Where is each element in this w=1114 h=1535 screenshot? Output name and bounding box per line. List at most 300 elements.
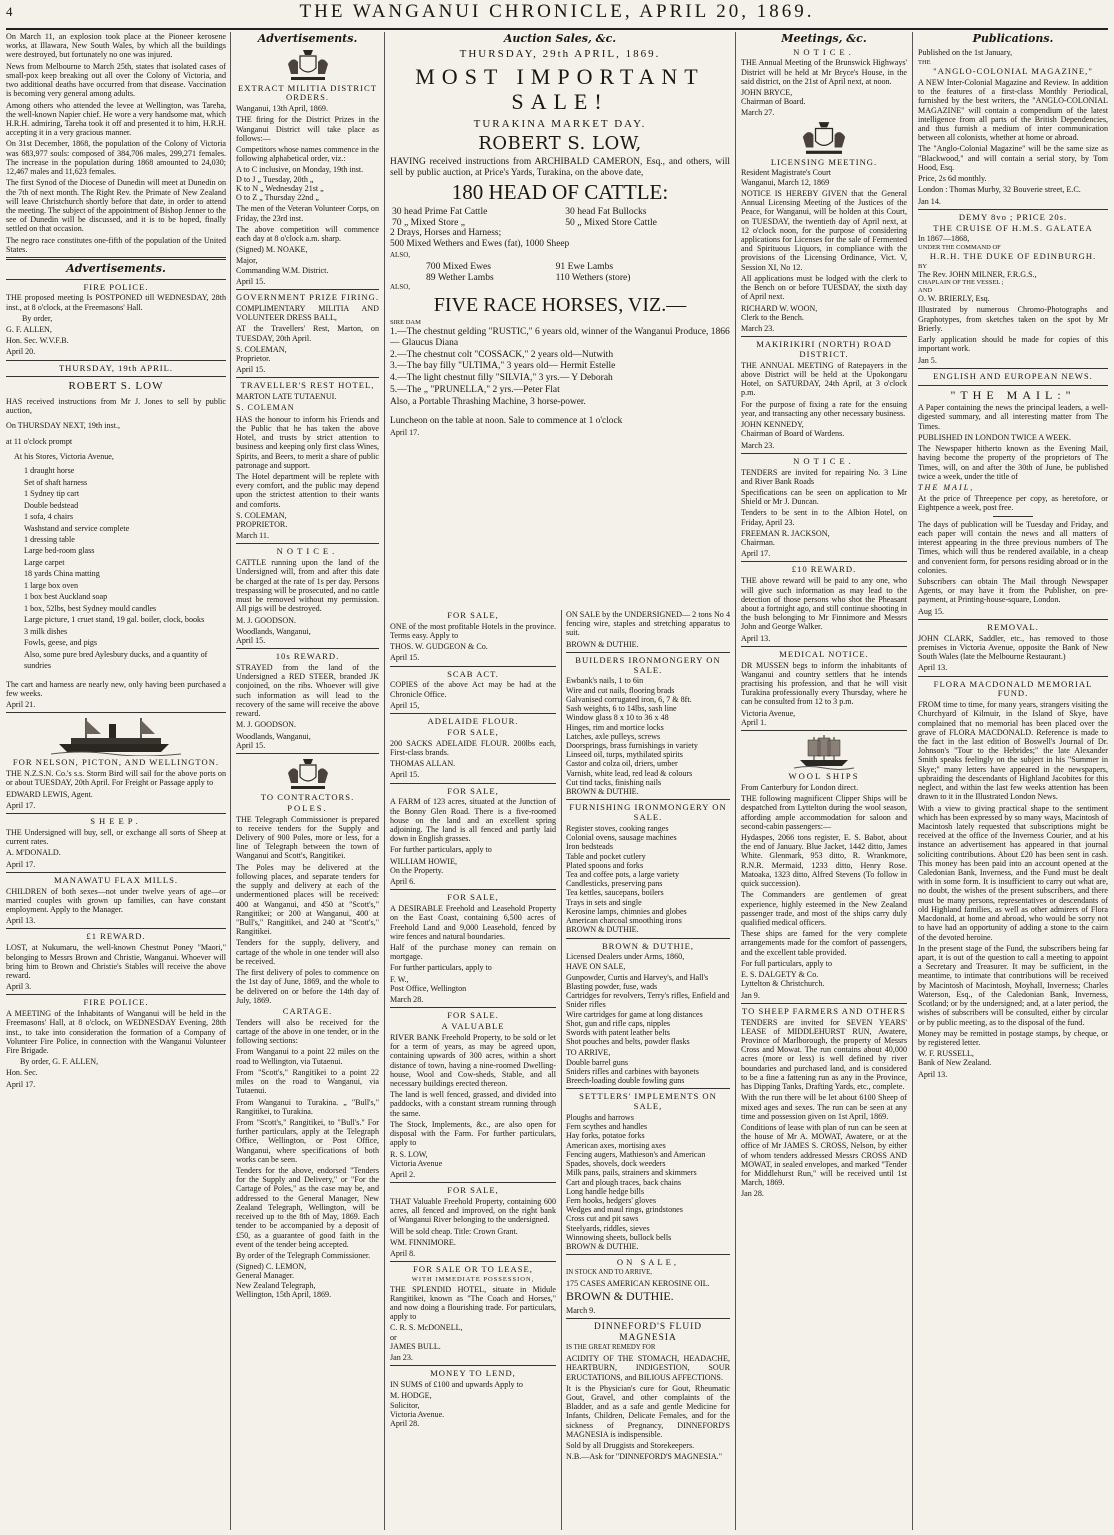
divider [390,1007,556,1008]
horses-heading: FIVE RACE HORSES, VIZ.— [433,293,687,316]
list-item: Sniders rifles and carbines with bayonets [566,1066,699,1076]
section-heading: Publications. [972,32,1054,45]
divider [390,1365,556,1366]
ad-body: Tenders will also be received for the cartage of the above in one tender, or in the following sections: [236,1017,379,1046]
ad-body: LOST, at Nukumaru, the well-known Chestnut Poney "Maori," belonging to Messrs Brown and Christie, Wanganui. Whoever will bring him to Brown and Christie's Stables will receive the above reward. [6,943,226,980]
item-list [566,973,730,1047]
list-item: Hinges, rim and mortice locks [566,722,664,732]
ad-subtitle: H.R.H. THE DUKE OF EDINBURGH. [929,251,1097,262]
ad-signature: W. F. RUSSELL, [918,1049,974,1059]
list-item: Sash weights, 6 to 14lbs, sash line [566,704,677,714]
divider [6,928,226,929]
ad-title: EXTRACT MILITIA DISTRICT ORDERS. [238,82,377,103]
ad-date: April 1. [741,717,767,727]
list-item: Table and pocket cutlery [566,851,646,861]
ad-date: March 27. [741,108,775,118]
ad-signature: JOHN KENNEDY, [741,420,804,430]
list-item: 1 box, 52lbs, best Sydney mould candles [24,603,157,613]
ad-body: THE N.Z.S.N. Co.'s s.s. Storm Bird will sail for the above ports on or about TUESDAY, 20th April. For Freight or Passage apply to [6,769,226,788]
ad-signature: M. J. GOODSON. [236,615,297,625]
divider [6,376,226,377]
ad-body: The Newspaper hitherto known as the Evening Mail, having become the property of the proprietors of The Times, will, on and after the 30th of June, be published twice a week, under the title of [918,444,1108,481]
ad-body: It is the Physician's cure for Gout, Rheumatic Gout, Gravel, and other complaints of the Bladder, and as a safe and gentle Medicine for Infants, Children, Delicate Females, and for the sickness of Pregnancy, DINNEFORD'S MAGNESIA is indispensible. [566,1383,730,1439]
ad-body: Half of the purchase money can remain on mortgage. [390,943,556,962]
ad-signature: By order, G. F. ALLEN, [20,1057,99,1067]
list-item: Fencing augers, Mathieson's and American [566,1149,706,1159]
list-item: Set of shaft harness [24,477,88,487]
ad-subtitle: THE [918,58,931,66]
ad-title: ON SALE, [616,1257,680,1268]
ad-title: SCAB ACT. [447,668,499,679]
list-item: Linseed oil, turps, mythilated spirits [566,750,683,760]
ad-date: April 15. [236,636,266,646]
list-item: Winnowing sheets, bullock bells [566,1232,672,1242]
ad-body: HAS received instructions from Mr J. Jones to sell by public auction, [6,397,226,416]
ad-title: THE MAIL, [918,483,975,492]
divider [918,676,1108,677]
ad-body: IN SUMS of £100 and upwards Apply to [390,1380,523,1390]
ad-body: HAS the honour to inform his Friends and the Public that he has taken the above Hotel, and trusts by strict attention to business and keeping only first class Wines, Spirits, and Beers, to merit a share of public patronage and support. [236,414,379,470]
divider [390,783,556,784]
ad-subtitle: CARTAGE. [282,1005,333,1016]
table-cell: 700 Mixed Ewes [426,260,492,272]
ad-dateline: Resident Magistrate's Court [741,168,832,178]
ad-body: The first delivery of poles to commence on the 1st day of June, 1869, and the whole to be delivered on or before the 14th day of July, 1869. [236,968,379,1005]
ad-subtitle: A VALUABLE [441,1021,505,1032]
table-cell: 89 Wether Lambs [426,271,494,283]
section-heading: Advertisements. [257,32,358,45]
ad-signature: EDWARD LEWIS, Agent. [6,789,93,799]
steamship-icon [51,716,181,756]
ad-body: A NEW Inter-Colonial Magazine and Review. In addition to the features of a first-class Monthly Periodical, furnished by the best writers, the "ANGLO-COLONIAL MAGAZINE" will contain a compendium of the latest intelligence from all parts of the British Dependencies, and thus furnish a medium of inter communication between all colonists, whether at home or abroad. [918,77,1108,143]
ad-role: Solicitor, [390,1400,420,1410]
ad-title: SETTLERS' IMPLEMENTS ON SALE, [579,1091,717,1112]
divider [918,619,1108,620]
list-item: Galvanised corrugated iron, 6, 7 & 8ft. [566,694,692,704]
ad-body: THE Annual Meeting of the Brunswick Highways' District will be held at Mr Bryce's House, in the said district, on the 21st of April next, at noon. [741,58,907,86]
divider [236,377,379,378]
ad-body: CATTLE running upon the land of the Undersigned will, from and after this date be charged at the rate of 1s per day. Persons trespassing will be prosecuted, and no cattle must be removed without my permission. All pigs will be destroyed. [236,558,379,614]
ad-date: April 21. [6,700,36,710]
ad-signature: S. COLEMAN, [236,344,287,354]
list-item: Blasting powder, fuse, wads [566,981,658,991]
divider [741,1003,907,1004]
ad-signature: BROWN & DUTHIE. [566,925,639,935]
item-list [566,676,730,787]
item-list [566,1058,730,1086]
schedule-row: O to Z „ Thursday 22nd „ [236,193,320,203]
ad-conjunction: or [390,1332,397,1342]
ad-byline: By order, [22,313,53,323]
stock-table [390,207,730,229]
column-label: SIRE DAM [390,318,421,326]
ad-signature: The Rev. JOHN MILNER, F.R.G.S., [918,270,1037,280]
sailing-ship-icon [794,734,854,770]
ad-place: Victoria Avenue, [741,708,796,718]
lot-item: 3.—The bay filly "ULTIMA," 3 years old— Hermit Estelle [390,361,616,372]
auctioneer-name: ROBERT S. LOW, [478,132,642,154]
list-item: Cart and plough traces, back chains [566,1177,682,1187]
ad-date: Jan 14. [918,196,941,206]
ad-title: "THE MAIL:" [950,387,1076,402]
divider [918,368,1108,369]
ad-body: On THURSDAY NEXT, 19th inst., [6,421,120,431]
list-item: Latches, axle pulleys, screws [566,731,661,741]
divider [566,799,730,800]
ad-signature: A. M'DONALD. [6,848,61,858]
list-item: Cartridges for revolvers, Terry's rifles, Enfield and Snider rifles [566,991,730,1010]
ad-body: From "Scott's," Rangitikei to a point 22 miles on the road to Wanganui, via Tutaenui. [236,1067,379,1096]
ad-subtitle: WITH IMMEDIATE POSSESSION, [411,1276,535,1284]
ad-subtitle: COMPLIMENTARY MILITIA AND VOLUNTEER DRESS BALL, [236,303,379,323]
ad-title: 10s REWARD. [275,651,340,662]
ad-date: Aug 15. [918,606,945,616]
news-item: News from Melbourne to March 25th, states that isolated cases of small-pox keep breaking out all over the Colony of Victoria, and two additional deaths have occurred from that disease. Vaccination is becoming very general among adults. [6,61,226,99]
sale-headline: MOST IMPORTANT SALE! [415,64,705,115]
ad-body: For further particulars, apply to [390,963,492,973]
auctioneer-name: ROBERT S. LOW [68,380,164,393]
auction-item-list [6,465,226,672]
ad-body: ONE of the most profitable Hotels in the province. Terms easy. Apply to [390,621,556,641]
royal-arms-icon [799,120,849,156]
list-item: Castor and colza oil, driers, umber [566,759,678,769]
ad-body: Specifications can be seen on application to Mr Shield or Mr J. Duncan. [741,487,907,507]
list-item: Tea and coffee pots, a large variety [566,870,680,879]
ad-signature: BROWN & DUTHIE. [566,1289,674,1304]
ad-body: In the present stage of the Fund, the subscribers being far apart, it is out of the question to call a meeting to appoint a Secretary and Treasurer. It may be sufficient, in the meantime, to intimate that contributions will be received by Macintosh of Macintosh, Moyhall, Inverness; Charles Waterson, Esq., of the Caledonian Bank, Inverness, Scotland; or by the undersigned; and, at a later period, the wishes of subscribers will be consulted, either by circular or by public meeting, as to the disposal of the fund. [918,943,1108,1027]
ad-signature: THOS. W. GUDGEON & Co. [390,642,488,652]
list-item: Fern hooks, hedgers' gloves [566,1195,657,1205]
column-5 [741,32,907,1530]
table-cell: 91 Ewe Lambs [555,260,614,272]
list-item: Shot, gun and rifle caps, nipples [566,1018,671,1028]
divider [741,453,907,454]
ad-date: April 15. [390,653,420,663]
ad-body: Illustrated by numerous Chromo-Photographs and Graphotypes, from sketches taken on the spot by Mr Brierly. [918,305,1108,333]
ad-body: THE ANNUAL MEETING of Ratepayers in the above District will be held at the Upokongaru Hotel, on SATURDAY, 24th April, at 3 o'clock p.m. [741,360,907,398]
lot-item: 2.—The chestnut colt "COSSACK," 2 years old—Nutwith [390,349,614,360]
ad-body: 175 CASES AMERICAN KEROSINE OIL. [566,1278,710,1288]
column-2 [236,32,379,1530]
ad-body: With a view to giving practical shape to the sentiment which has been expressed by so many ways, Macintosh of Macintosh lately requested that subscriptions might be received at the office of the Inverness Courier, and at his instance an advertisement has appeared in that journal soliciting contributions. About £20 has been sent in cash. This money has been paid into an account opened at the Caledonian Bank, Inverness, and the Fund must be dealt with in some form. It is insufficient to carry out what are, no doubt, the wishes of the present subscribers, and there must be many persons, representatives or descendants of old Highland families, as well as other admirers of Flora Macdonald, at home and abroad, who would be sorry not to have had an opportunity of adding a stone to the cairn of the devoted heroine. [918,803,1108,942]
ad-date: March 23. [741,323,775,333]
table-cell: 30 head Prime Fat Cattle [392,205,488,217]
ad-body: The above competition will commence each day at 8 o'clock a.m. sharp. [236,224,379,243]
column-1 [6,32,226,1530]
ad-title: WOOL SHIPS [788,771,860,782]
news-item: Among others who attended the levee at Wellington, was Tareha, the well-known Napier chief. He wore a very handsome mat, which H.R.H. admiring, Tareha took it off and presented it to him, H.R.H. accepting it in a very gracious manner. [6,100,226,138]
ad-title: MONEY TO LEND, [430,1368,516,1379]
ad-date: Jan 28. [741,1189,764,1199]
list-item: Window glass 8 x 10 to 36 x 48 [566,713,669,723]
list-item: 1 draught horse [24,466,75,476]
ad-date: April 15, [390,700,420,710]
column-rule [735,32,736,1530]
ad-title: FOR SALE, [447,785,499,796]
ad-date: April 17. [390,428,420,438]
ad-body: Luncheon on the table at noon. Sale to commence at 1 o'clock [390,415,623,426]
ad-signature: RICHARD W. WOON, [741,303,818,313]
ad-title: TO CONTRACTORS. [260,792,355,802]
masthead: THE WANGANUI CHRONICLE, APRIL 20, 1869. [299,1,815,22]
ad-body: DR MUSSEN begs to inform the inhabitants of Wanganui and country settlers that he intends practising his profession, and that he will visit Turakina professionally every Thursday, where he can be consulted from 12 to 3 p.m. [741,660,907,707]
royal-arms-icon [285,757,331,791]
divider [390,1261,556,1262]
ad-date: April 3. [6,982,32,992]
column-rule [230,32,231,1530]
divider [566,938,730,939]
ad-body: RIVER BANK Freehold Property, to be sold or let for a term of years, as may be agreed upon, containing upwards of 300 acres, within a short distance of town, having a nine-roomed Dwelling-house, Wool and Cow-sheds, Stable, and all necessary buildings erected thereon. [390,1032,556,1089]
ad-date: April 17. [6,800,36,810]
ad-title: MAKIRIKIRI (NORTH) ROAD DISTRICT. [756,339,892,359]
ad-date: April 17. [6,1079,36,1089]
list-item: Hay forks, potatoe forks [566,1131,645,1141]
ad-title: FIRE POLICE. [83,997,149,1008]
ad-divider-label: ALSO, [390,250,411,259]
section-heading: Advertisements. [66,262,166,276]
ad-body: The Hotel department will be replete with every comfort, and the public may depend upon the strictest attention to their wants and comforts. [236,471,379,509]
ad-body: Hydaspes, 2066 tons register, E. S. Babot, about the end of January. Blue Jacket, 1442 ditto, James White. Glenmark, 953 ditto, R. Wrankmore, R.N.R. Mermaid, 1233 ditto, Henry Rose. Matoaka, 1323 ditto, Alfred Stevens (To follow in quick succession). [741,833,907,889]
list-item: Swords with patent leather belts [566,1028,670,1038]
ad-signature: BROWN & DUTHIE. [566,787,639,797]
ad-title: FOR SALE, [447,1185,499,1196]
ad-title: BUILDERS IRONMONGERY ON SALE. [575,654,721,675]
list-item: 1 large box oven [24,580,79,590]
ad-body: N.B.—Ask for "DINNEFORD'S MAGNESIA." [566,1452,723,1462]
divider [918,385,1108,386]
list-item: Breech-loading double fowling guns [566,1076,685,1086]
ad-place: Woodlands, Wanganui, [236,731,311,741]
list-item: 3 milk dishes [24,626,68,636]
ad-subtitle: AND [918,286,933,294]
divider [236,648,379,649]
ad-subtitle: POLES. [287,802,328,813]
list-item: Trays in sets and single [566,897,642,907]
ad-body: CHILDREN of both sexes—not under twelve years of age—or married couples with grown up families, can have constant employment. Apply to the Manager. [6,886,226,915]
ad-body: Conditions of lease with plan of run can be seen at the house of Mr A. MOWAT, Awatere, or at the office of Mr JAMES S. CROSS, Nelson, by either of whom tenders addressed Messrs CROSS AND MOWAT, in sealed envelopes, and marked "Tender for Middlehurst Run," will be received until 1st March, 1869. [741,1122,907,1188]
ad-body: These ships are famed for the very complete arrangements made for the comfort of passengers, and the excellent table provided. [741,929,907,957]
ad-body: From Wanganui to a point 22 miles on the road to Wellington, via Tutaenui. [236,1047,379,1066]
ad-role: Victoria Avenue [390,1158,443,1168]
ad-body: Subscribers can obtain The Mail through Newspaper Agents, or may have it from the Publisher, on pre-payment, at Printing-house-square, London. [918,576,1108,605]
ad-body: NOTICE IS HEREBY GIVEN that the General Annual Licensing Meeting of the Justices of the Peace, for Wanganui, will be holden at this Court, on TUESDAY, the twentieth day of April next, at 12 o'clock noon, for the purpose of considering applications for Licenses for the sale of Fermented and Spirituous Liquors, in compliance with the provisions of the Licensing Ordinance, Vict. V, Session XI, No 12. [741,188,907,272]
ad-subtitle: BY [918,262,928,270]
ad-title: £1 REWARD. [86,931,146,942]
ad-date: April 13. [918,663,948,673]
ad-body: A MEETING of the Inhabitants of Wanganui will be held in the Freemasons' Hall, at 8 o'clock, on WEDNESDAY Evening, 28th inst., to take into consideration the formation of a Company of Volunteer Fire Police, in connection with the Wanganui Volunteer Fire Brigade. [6,1009,226,1056]
news-item: On March 11, an explosion took place at the Pioneer kerosene works, at Illawara, New South Wales, by which all the buildings were destroyed, but fortunately no one was injured. [6,32,226,60]
ad-body: From "Scott's," Rangitikei, to "Bull's." For further particulars, apply at the Telegraph Office, Wellington, or Post Office, Wanganui, where specifications of both works can be seen. [236,1117,379,1164]
table-cell: 50 „ Mixed Store Cattle [565,216,657,228]
list-item: Double bedstead [24,500,79,510]
ad-body: THE following magnificent Clipper Ships will be despatched from Lyttelton during the wool season, affording ample accommodation for saloon and second-cabin passengers:— [741,794,907,831]
divider [6,813,226,814]
list-item: Large picture, 1 cruet stand, 19 gal. boiler, clock, books [24,615,205,625]
ad-title: NOTICE. [793,455,855,466]
lot-item: 1.—The chestnut gelding "RUSTIC," 6 years old, winner of the Wanganui Produce, 1866— Glaucus Diana [390,326,730,348]
list-item: Gunpowder, Curtis and Harvey's, and Hall's [566,972,709,982]
list-item: 18 yards China matting [24,569,100,579]
ad-title: REMOVAL. [987,621,1039,632]
ad-body: FROM time to time, for many years, strangers visiting the Churchyard of Kilmuir, in the Island of Skye, have complained that no memorial has been placed over the grave of FLORA MACDONALD. Reference is made to the fact in the last edition of Boswell's Journal of Dr. Johnson's "Tour to the Hebrides;" the late Alexander Smith speaks feelingly on the subject in his "Summer in Skye;" many letters have appeared in the newspapers, upbraiding the descendants of Highland Jacobites for this neglect, and within the last few weeks attention has been drawn to it in the Illustrated London News. [918,700,1108,802]
ad-date: March 28. [390,995,424,1005]
ad-signature: S. COLEMAN, [236,510,287,520]
ad-subtitle: MARTON LATE TUTAENUI. [236,392,337,402]
list-item: Varnish, white lead, red lead & colours [566,768,693,778]
list-item: Fern scythes and handles [566,1122,648,1132]
ad-body: THE above reward will be paid to any one, who will give such information as may lead to the detection of those persons who shot the Pheasant about a fortnight ago, and still continue shooting in the bush belonging to Mr Finnimore and Messrs John and George Walker. [741,576,907,632]
ad-dateline: Wanganui, 13th April, 1869. [236,104,328,114]
ad-body: A FARM of 123 acres, situated at the Junction of the Bonny Glen Road. There is a five-roomed house on the land and an excellent spring adjoining. The land is all fenced and partly laid down in English grasses. [390,797,556,844]
list-item: Milk pans, pails, strainers and skimmers [566,1168,697,1178]
ad-title: LICENSING MEETING. [770,156,878,167]
ad-signature: O. W. BRIERLY, Esq. [918,294,990,304]
ad-signature: JAMES BULL. [390,1341,441,1351]
stock-table [424,262,696,284]
ad-body: For further particulars, apply to [390,845,492,855]
sale-date: THURSDAY, 29th APRIL, 1869. [459,47,661,60]
ad-subtitle: From Canterbury for London direct. [741,782,859,792]
schedule-row: D to J „ Tuesday, 20th „ [236,174,314,184]
ad-title: FOR SALE, [447,610,499,620]
ad-role: Post Office, Wellington [390,983,467,993]
ad-body: The men of the Veteran Volunteer Corps, on Friday, the 23rd inst. [236,204,379,223]
ad-signature: (Signed) C. LEMON, [236,1262,307,1272]
ad-title: THE CRUISE OF H.M.S. GALATEA [933,222,1093,233]
divider [236,753,379,754]
ad-body: Competitors whose names commence in the following alphabetical order, viz.: [236,145,379,164]
sale-subtitle: TURAKINA MARKET DAY. [473,118,647,131]
ad-date: April 6. [390,877,416,887]
ad-role: Proprietor. [236,353,271,363]
ad-date: April 13. [6,916,36,926]
table-row [390,218,730,229]
cattle-heading: 180 HEAD OF CATTLE: [451,179,669,204]
ad-subtitle: FOR SALE, [447,726,499,737]
ad-date: March 9. [566,1305,596,1315]
ad-signature: M. HODGE, [390,1391,432,1401]
ad-signature: R. S. LOW, [390,1149,428,1159]
column-4 [566,610,730,1530]
ad-signature: WILLIAM HOWIE, [390,856,457,866]
schedule-row: K to N „ Wednesday 21st „ [236,183,324,193]
ad-place: Woodlands, Wanganui, [236,626,311,636]
ad-title: FLORA MACDONALD MEMORIAL FUND. [933,678,1093,699]
ad-role: On the Property. [390,865,444,875]
ad-date: Jan 5. [918,355,937,365]
ad-subtitle: IS THE GREAT REMEDY FOR [566,1344,656,1352]
divider [6,872,226,873]
page-number: 4 [6,4,13,19]
ad-body: Will be sold cheap. Title: Crown Grant. [390,1226,518,1236]
ad-date: Wellington, 15th April, 1869. [236,1289,332,1299]
ad-date: Jan 23. [390,1353,413,1363]
list-item: Wedges and maul rings, grindstones [566,1205,683,1215]
news-item: On 31st December, 1868, the population of the Colony of Victoria was 683,977 souls: composed of 384,706 males, 299,271 females. The increase in the population during 1868 amounted to 24,030; 12,467 males and 11,623 females. [6,139,226,177]
ad-title: "ANGLO-COLONIAL MAGAZINE," [933,66,1093,77]
ad-date: April 15. [236,276,266,286]
ad-date: April 17. [741,549,771,559]
ad-signature: THOMAS ALLAN. [390,759,456,769]
divider [566,1088,730,1089]
ad-body: Tenders to be sent in to the Albion Hotel, on Friday, April 23. [741,508,907,527]
ad-title: BROWN & DUTHIE, [601,940,695,951]
list-item: Washstand and service complete [24,523,130,533]
divider [6,712,226,713]
ad-body: For the purpose of fixing a rate for the ensuing year, and transacting any other necessary business. [741,399,907,418]
list-item: American charcoal smoothing irons [566,916,682,926]
ad-date: April 17. [6,859,36,869]
list-item: Wire and cut nails, flooring brads [566,685,675,695]
divider [566,1254,730,1255]
ad-signature: (Signed) M. NOAKE, [236,245,308,255]
ad-title: ADELAIDE FLOUR. [427,716,519,727]
ad-body: With the run there will be let about 6100 Sheep of mixed ages and sexes. The run can be seen at any time and possession given on 1st April, 1869. [741,1093,907,1121]
ad-date: March 23. [741,440,775,450]
column-6 [918,32,1108,1530]
ad-signature: M. J. GOODSON. [236,720,297,730]
ad-title: £10 REWARD. [791,564,857,575]
ad-title: FOR SALE. [447,1010,499,1021]
list-item: Also, some pure bred Aylesbury ducks, and a quantity of sundries [24,649,208,671]
ad-date: April 13. [918,1069,948,1079]
divider [236,543,379,544]
ad-subtitle: TO ARRIVE, [566,1047,611,1057]
ad-body: The cart and harness are nearly new, only having been purchased a few weeks. [6,679,226,699]
ad-title: THURSDAY, 19th APRIL. [58,362,174,373]
ad-body: Early application should be made for copies of this important work. [918,335,1108,354]
ad-signature: F. W., [390,974,409,984]
lot-item: 5.—The „ "PRUNELLA," 2 yrs.—Peter Flat [390,385,560,396]
ad-role: Major, [236,256,258,266]
divider [566,1318,730,1319]
ad-title: NOTICE. [793,46,855,57]
ad-body: THAT Valuable Freehold Property, containing 600 acres, all fenced and improved, on the right bank of Wanganui River belonging to the undersigned. [390,1197,556,1225]
divider [918,209,1108,210]
ad-date: April 15. [390,770,420,780]
ad-role: Chairman of Board. [741,97,806,107]
ad-date: April 2. [390,1170,416,1179]
ad-title: SHEEP. [90,816,142,827]
divider [6,360,226,361]
ad-signature: JOHN BRYCE, [741,87,793,97]
royal-arms-icon [285,48,331,82]
list-item: Ploughs and harrows [566,1112,634,1122]
ad-role: CHAPLAIN OF THE VESSEL ; [918,279,1004,287]
ad-price: Price, 2s 6d monthly. [918,174,987,184]
ad-title: DEMY 8vo ; PRICE 20s. [958,211,1068,222]
masthead-rule [6,28,1108,30]
ad-body: STRAYED from the land of the Undersigned a RED STEER, branded JK conjoined, on the ribs. Whoever will give such information as will lead to the recovery of the same will receive the above reward. [236,663,379,719]
item-list [566,824,730,925]
list-item: Plated spoons and forks [566,860,644,870]
divider [993,516,1033,517]
ad-body: Sold by all Druggists and Storekeepers. [566,1441,695,1451]
ad-body: TENDERS are invited for repairing No. 3 Line and River Bank Roads [741,467,907,486]
list-item: Spades, shovels, dock weeders [566,1159,666,1169]
divider [741,336,907,337]
ad-name: S. COLEMAN [236,403,295,413]
ad-date: April 20. [6,347,36,357]
ad-title: FOR NELSON, PICTON, AND WELLINGTON. [12,757,220,768]
list-item: Register stoves, cooking ranges [566,823,669,833]
list-item: Cut tind tacks, finishing nails [566,777,662,787]
ad-date: April 15. [236,740,266,750]
list-item: Long handle hedge bills [566,1186,644,1196]
ad-body: ACIDITY OF THE STOMACH, HEADACHE, HEARTBURN, INDIGESTION, SOUR ERUCTATIONS, and BILIOUS AFFECTIONS. [566,1354,730,1382]
ad-body: JOHN CLARK, Saddler, etc., has removed to those premises in Victoria Avenue, opposite the Bank of New South Wales (late the Melbourne Restaurant.) [918,633,1108,662]
news-item: The negro race constitutes one-fifth of the population of the United States. [6,235,226,254]
